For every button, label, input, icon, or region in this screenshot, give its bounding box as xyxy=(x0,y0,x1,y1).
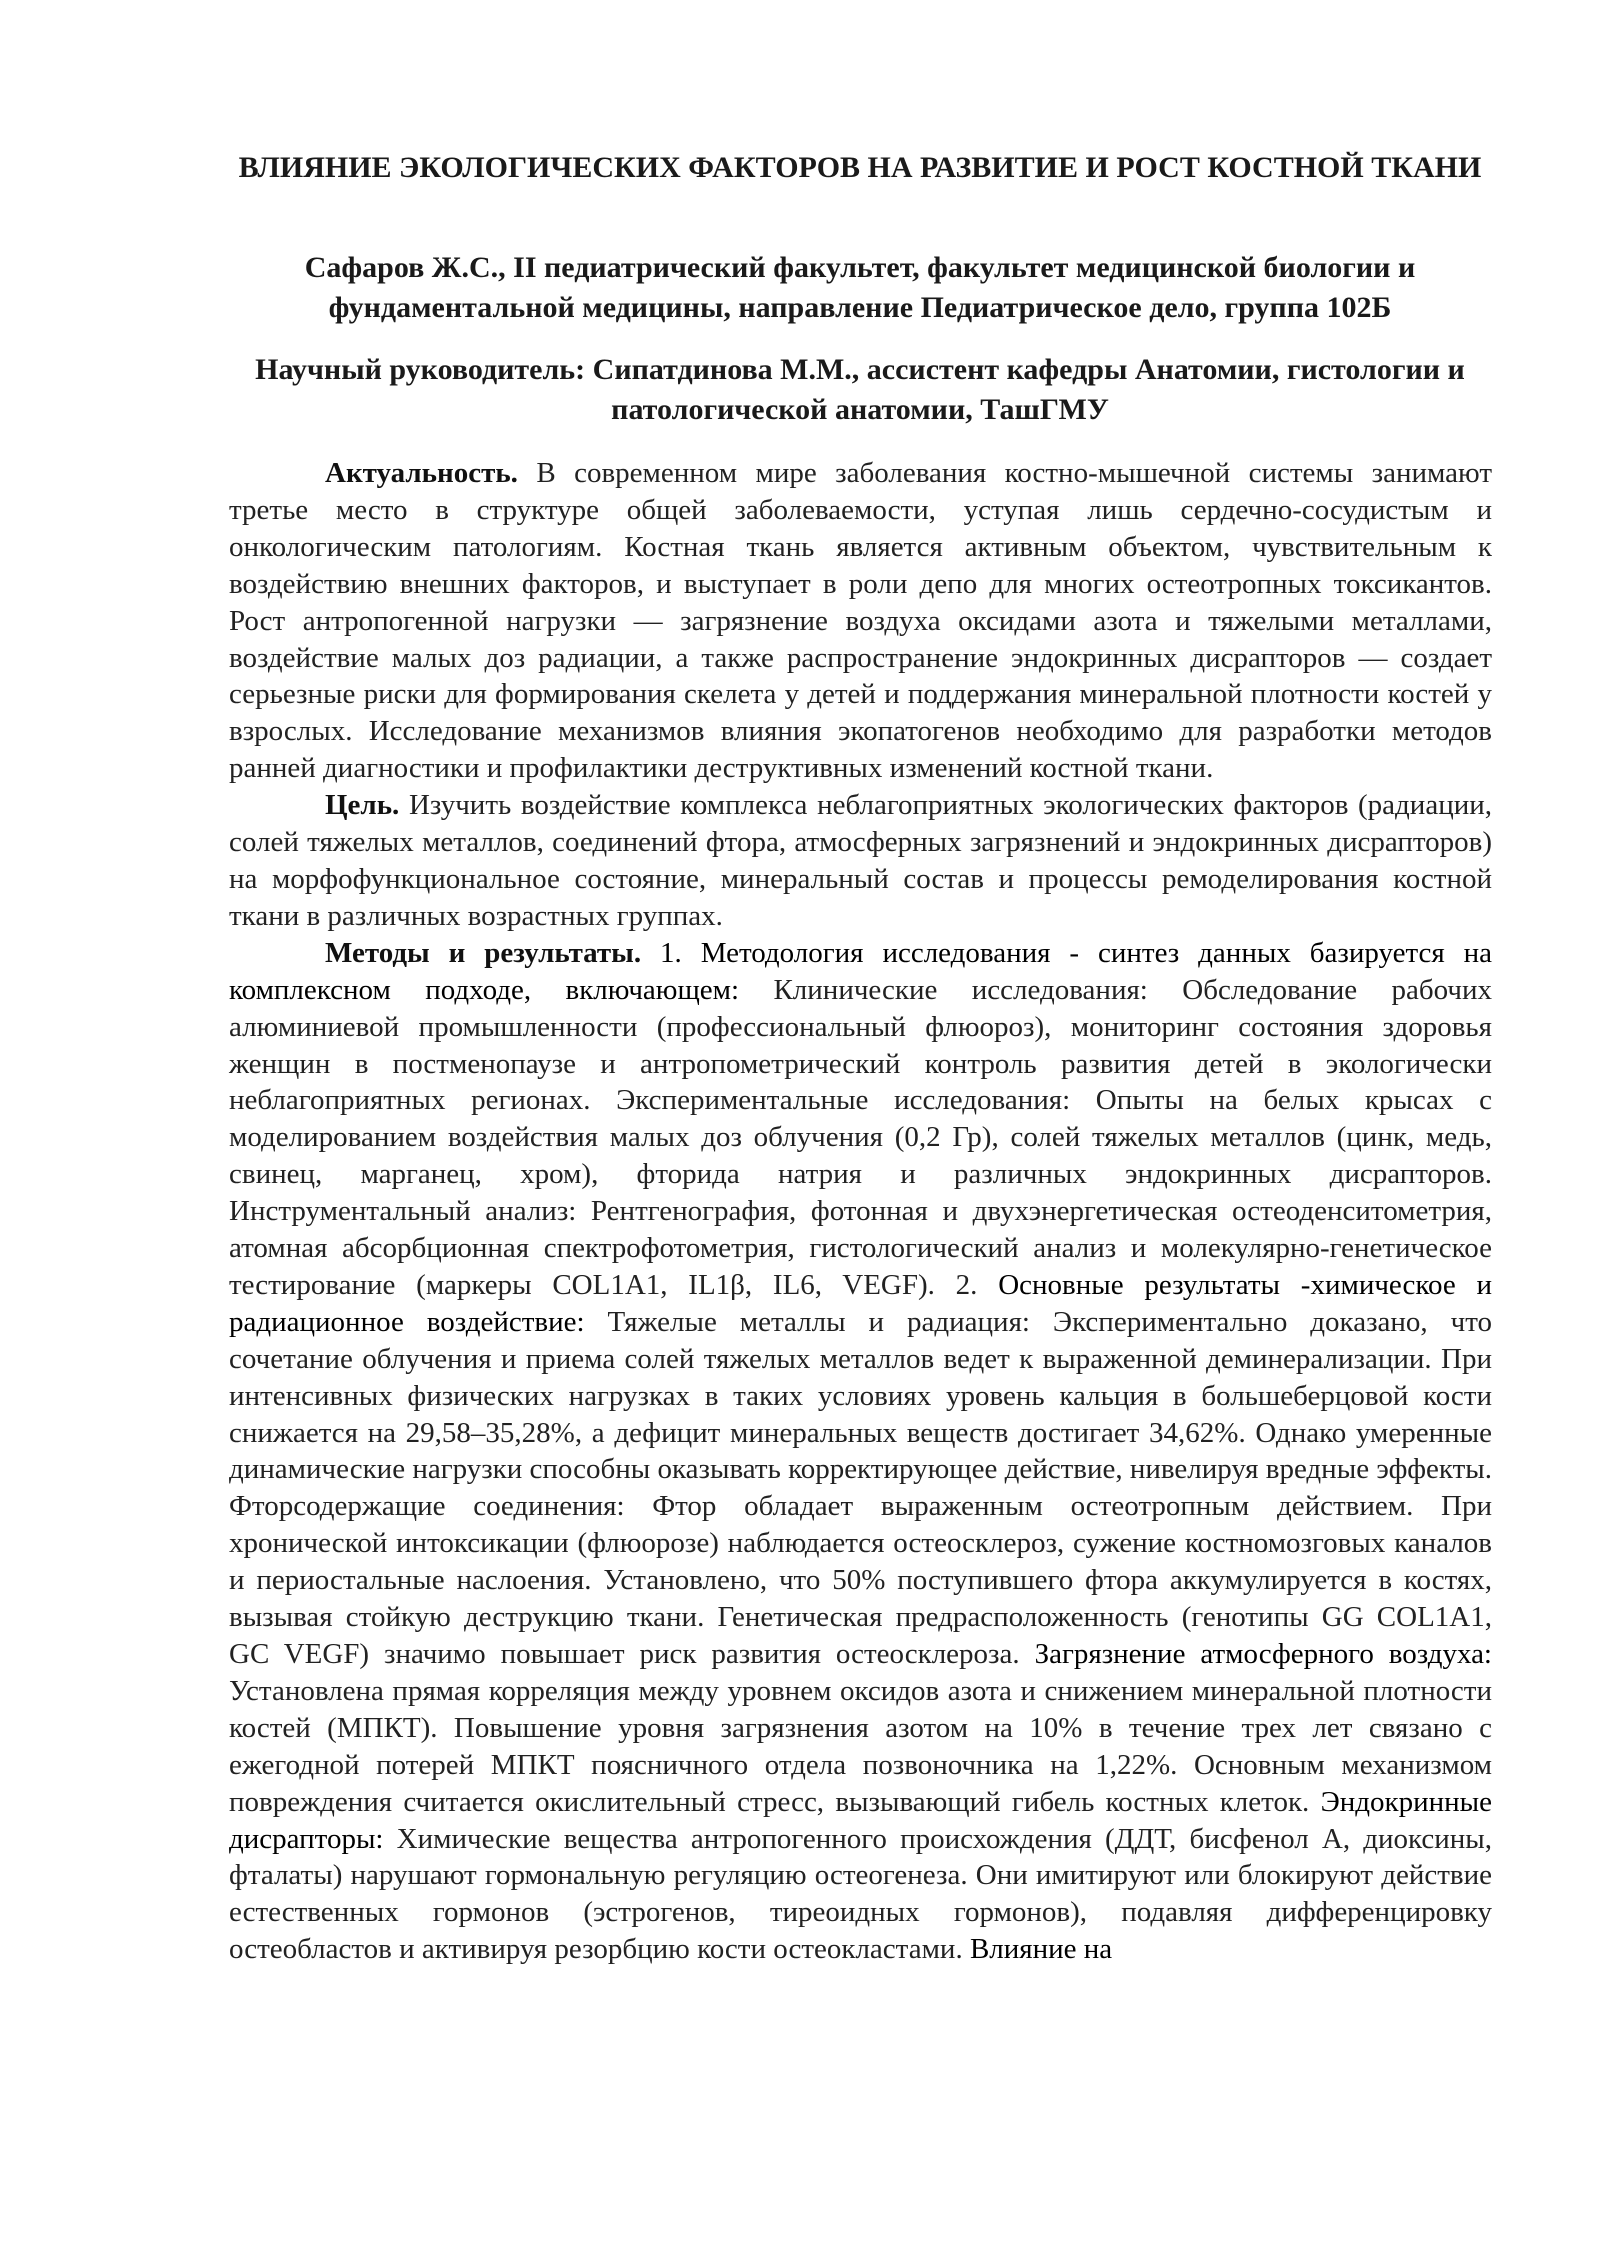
goal-text: Изучить воздействие комплекса неблагоприятных экологических факторов (радиации, солей тяжелых металлов, соединений фтора, атмосферных загрязнений и эндокринных дисрапторов) на морфофункциональное состояние, минеральный состав и процессы ремоделирования костной ткани в различных возрастных группах. xyxy=(229,789,1493,932)
relevance-paragraph xyxy=(229,455,1492,787)
goal-paragraph xyxy=(229,787,1492,935)
methods-paragraph xyxy=(229,935,1492,1968)
relevance-text: В современном мире заболевания костно-мышечной системы занимают третье место в структуре общей заболеваемости, уступая лишь сердечно-сосудистым и онкологическим патологиям. Костная ткань является активным объектом, чувствительным к воздействию внешних факторов, и выступает в роли депо для многих остеотропных токсикантов. Рост антропогенной нагрузки — загрязнение воздуха оксидами азота и тяжелыми металлами, воздействие малых доз радиации, а также распространение эндокринных дисрапторов — создает серьезные риски для формирования скелета у детей и поддержания минеральной плотности костей у взрослых. Исследование механизмов влияния экопатогенов необходимо для разработки методов ранней диагностики и профилактики деструктивных изменений костной ткани. xyxy=(229,457,1492,785)
influence-heading: Влияние на xyxy=(969,1933,1113,1966)
goal-heading: Цель. xyxy=(325,789,400,822)
methods-text-3: Клинические исследования: Обследование рабочих алюминиевой промышленности (профессиональный флюороз), мониторинг состояния здоровья женщин в постменопаузе и антропометрический контроль развития детей в экологически неблагоприятных регионах. Экспериментальные исследования: Опыты на белых крысах с моделированием воздействия малых доз облучения (0,2 Гр), солей тяжелых металлов (цинк, медь, свинец, марганец, хром), фторида натрия и различных эндокринных дисрапторов. Инструментальный анализ: Рентгенография, фотонная и двухэнергетическая остеоденситометрия, атомная абсорбционная спектрофотометрия, гистологический анализ и молекулярно-генетическое тестирование (маркеры COL1A1, IL1β, IL6, VEGF). 2. xyxy=(229,973,1493,1301)
author-info: Сафаров Ж.С., II педиатрический факультет, факультет медицинской биологии и фундаментальной медицины, направление Педиатрическое дело, группа 102Б xyxy=(304,251,1416,324)
results-text-1: Тяжелые металлы и радиация: Экспериментально доказано, что сочетание облучения и приема солей тяжелых металлов ведет к выраженной деминерализации. При интенсивных физических нагрузках в таких условиях уровень кальция в большеберцовой кости снижается на 29,58–35,28%, а дефицит минеральных веществ достигает 34,62%. Однако умеренные динамические нагрузки способны оказывать корректирующее действие, нивелируя вредные эффекты. Фторсодержащие соединения: Фтор обладает выраженным остеотропным действием. При хронической интоксикации (флюорозе) наблюдается остеосклероз, сужение костномозговых каналов и периостальные наслоения. Установлено, что 50% поступившего фтора аккумулируется в костях, вызывая стойкую деструкцию ткани. Генетическая предрасположенность (генотипы GG COL1A1, GC VEGF) значимо повышает риск развития остеосклероза. xyxy=(229,1305,1492,1670)
air-pollution-text: Установлена прямая корреляция между уровнем оксидов азота и снижением минеральной плотности костей (МПКТ). Повышение уровня загрязнения азотом на 10% в течение трех лет связано с ежегодной потерей МПКТ поясничного отдела позвоночника на 1,22%. Основным механизмом повреждения считается окислительный стресс, вызывающий гибель костных клеток. xyxy=(229,1674,1492,1818)
methods-text-1: 1. Методология исследования - синтез данных базируется на xyxy=(660,936,1493,969)
results-heading: Основные результаты -химическое и радиационное воздействие: xyxy=(229,1268,1493,1338)
document-title: ВЛИЯНИЕ ЭКОЛОГИЧЕСКИХ ФАКТОРОВ НА РАЗВИТИЕ И РОСТ КОСТНОЙ ТКАНИ xyxy=(238,151,1482,184)
relevance-heading: Актуальность. xyxy=(325,457,518,489)
methods-heading: Методы и результаты. xyxy=(325,936,642,969)
air-pollution-heading: Загрязнение атмосферного воздуха: xyxy=(1034,1638,1492,1670)
methods-text-2: комплексном подходе, включающем: xyxy=(229,973,740,1006)
disruptors-text: Химические вещества антропогенного происхождения (ДДТ, бисфенол А, диоксины, фталаты) нарушают гормональную регуляцию остеогенеза. Они имитируют или блокируют действие естественных гормонов (эстрогенов, тиреоидных гормонов), подавляя дифференцировку остеобластов и активируя резорбцию кости остеокластами. xyxy=(229,1822,1493,1966)
supervisor-info: Научный руководитель: Сипатдинова М.М., ассистент кафедры Анатомии, гистологии и патологической анатомии, ТашГМУ xyxy=(255,353,1465,426)
disruptors-heading: Эндокринные дисрапторы: xyxy=(229,1785,1492,1855)
article-body xyxy=(229,455,1492,1968)
